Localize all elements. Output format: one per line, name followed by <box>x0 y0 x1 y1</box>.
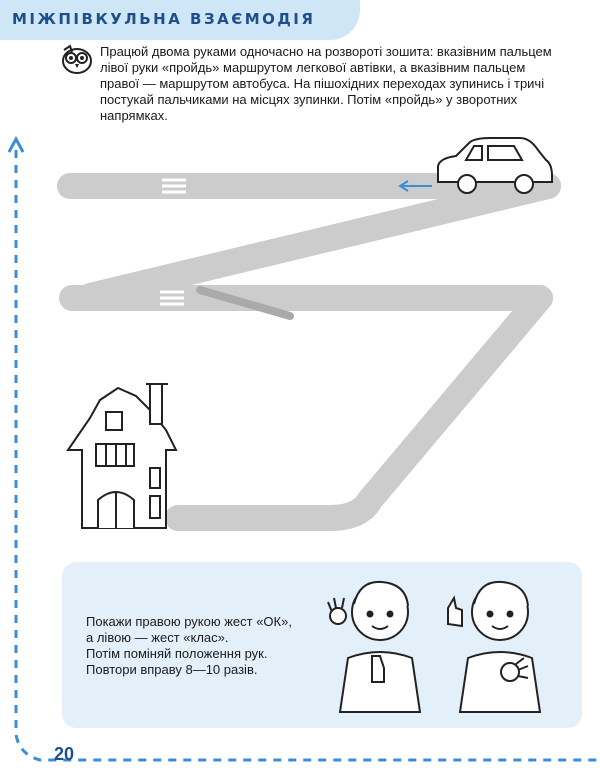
crosswalk-icon <box>160 180 365 462</box>
road-route <box>70 186 548 518</box>
task-line: Повтори вправу 8—10 разів. <box>86 662 258 677</box>
house-icon <box>68 384 176 528</box>
task-line: Покажи правою рукою жест «ОК», <box>86 614 292 629</box>
direction-arrow-icon <box>400 181 432 191</box>
owl-mascot-icon <box>58 42 96 76</box>
page-number: 20 <box>54 744 75 764</box>
task-line: а лівою — жест «клас». <box>86 630 229 645</box>
boy-ok-gesture-icon <box>328 582 420 712</box>
boy-thumbs-up-icon <box>448 582 540 712</box>
boys-gesture-illustration <box>320 568 570 718</box>
car-icon <box>438 138 552 193</box>
task-line: Потім поміняй положення рук. <box>86 646 268 661</box>
section-title: МІЖПІВКУЛЬНА ВЗАЄМОДІЯ <box>12 10 316 28</box>
task-text <box>86 614 306 678</box>
instructions-text: Працюй двома руками одночасно на розвороті зошита: вказівним пальцем лівої руки «пройдь» маршрутом легкової автівки, а вказівним пальцем правої — маршрутом автобуса. На пішохідних переходах зупинись і тричі постукай пальчиками на місцях зупинки. Потім «пройдь» у зворотних напрямках. <box>100 44 552 123</box>
